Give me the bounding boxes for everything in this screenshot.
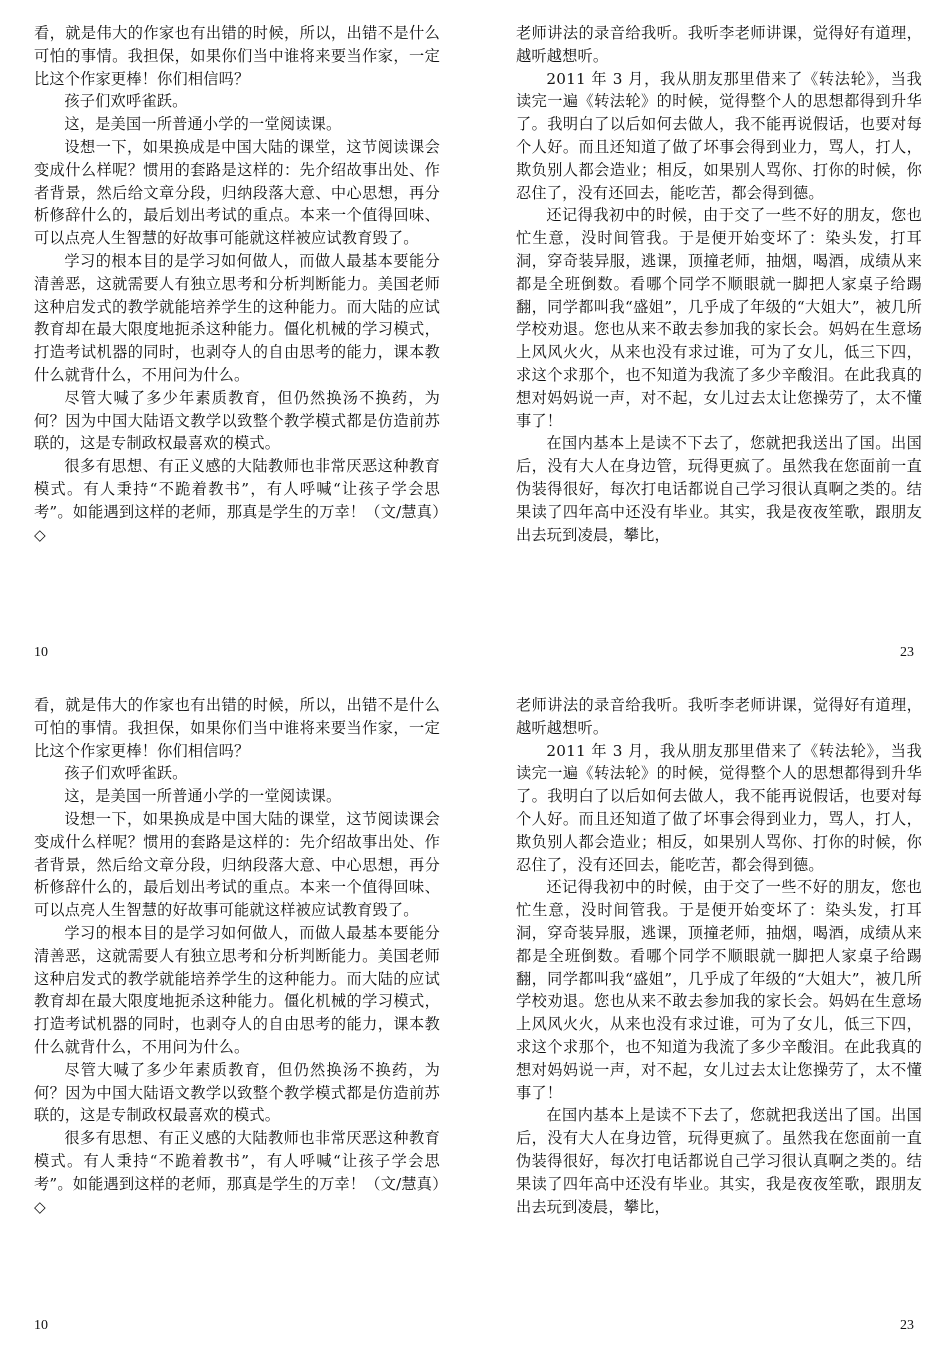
paragraph: 尽管大喊了多少年素质教育，但仍然换汤不换药，为何？因为中国大陆语文教学以致整个教学模式都是仿造前苏联的，这是专制政权最喜欢的模式。 [34,388,440,453]
paragraph: 很多有思想、有正义感的大陆教师也非常厌恶这种教育模式。有人秉持“不跪着教书”，有人呼喊“让孩子学会思考”。如能遇到这样的老师，那真是学生的万幸！（文/慧真）◇ [34,1129,440,1216]
right-page-text-top [516,22,922,546]
paragraph: 还记得我初中的时候，由于交了一些不好的朋友，您也忙生意，没时间管我。于是便开始变坏了：染头发，打耳洞，穿奇装异服，逃课，顶撞老师，抽烟，喝酒，成绩从来都是全班倒数。看哪个同学不顺眼就一脚把人家桌子给踢翻，同学都叫我“盛姐”，几乎成了年级的“大姐大”，被几所学校劝退。您也从来不敢去参加我的家长会。妈妈在生意场上风风火火，从来也没有求过谁，可为了女儿，低三下四，求这个求那个，也不知道为我流了多少辛酸泪。在此我真的想对妈妈说一声，对不起，女儿过去太让您操劳了，太不懂事了！ [516,206,922,430]
paragraph: 老师讲法的录音给我听。我听李老师讲课，觉得好有道理，越听越想听。 [516,696,922,737]
paragraph: 还记得我初中的时候，由于交了一些不好的朋友，您也忙生意，没时间管我。于是便开始变坏了：染头发，打耳洞，穿奇装异服，逃课，顶撞老师，抽烟，喝酒，成绩从来都是全班倒数。看哪个同学不顺眼就一脚把人家桌子给踢翻，同学都叫我“盛姐”，几乎成了年级的“大姐大”，被几所学校劝退。您也从来不敢去参加我的家长会。妈妈在生意场上风风火火，从来也没有求过谁，可为了女儿，低三下四，求这个求那个，也不知道为我流了多少辛酸泪。在此我真的想对妈妈说一声，对不起，女儿过去太让您操劳了，太不懂事了！ [516,878,922,1102]
paragraph: 孩子们欢呼雀跃。 [64,92,188,111]
paragraph: 这，是美国一所普通小学的一堂阅读课。 [64,787,342,806]
paragraph: 老师讲法的录音给我听。我听李老师讲课，觉得好有道理，越听越想听。 [516,24,922,65]
page-number-right: 23 [900,1318,914,1333]
paragraph: 看，就是伟大的作家也有出错的时候，所以，出错不是什么可怕的事情。我担保，如果你们当中谁将来要当作家，一定比这个作家更棒！你们相信吗？ [34,696,440,760]
page-number-right: 23 [900,645,914,660]
paragraph: 看，就是伟大的作家也有出错的时候，所以，出错不是什么可怕的事情。我担保，如果你们当中谁将来要当作家，一定比这个作家更棒！你们相信吗？ [34,24,440,88]
paragraph: 尽管大喊了多少年素质教育，但仍然换汤不换药，为何？因为中国大陆语文教学以致整个教学模式都是仿造前苏联的，这是专制政权最喜欢的模式。 [34,1060,440,1125]
paragraph: 设想一下，如果换成是中国大陆的课堂，这节阅读课会变成什么样呢？惯用的套路是这样的：先介绍故事出处、作者背景，然后给文章分段，归纳段落大意、中心思想，再分析修辞什么的，最后划出考试的重点。本来一个值得回味、可以点亮人生智慧的好故事可能就这样被应试教育毁了。 [34,137,440,248]
page-number-left: 10 [34,1318,48,1333]
paragraph: 2011 年 3 月，我从朋友那里借来了《转法轮》，当我读完一遍《转法轮》的时候，觉得整个人的思想都得到升华了。我明白了以后如何去做人，我不能再说假话，也要对每个人好。而且还知道了做了坏事会得到业力，骂人，打人，欺负别人都会造业；相反，如果别人骂你、打你的时候，你忍住了，没有还回去，能吃苦，都会得到德。 [516,69,922,202]
paragraph: 孩子们欢呼雀跃。 [64,764,188,783]
right-page-text-bottom [516,694,922,1218]
left-page-text-bottom [34,694,440,1218]
paragraph: 学习的根本目的是学习如何做人，而做人最基本要能分清善恶，这就需要人有独立思考和分析判断能力。美国老师这种启发式的教学就能培养学生的这种能力。而大陆的应试教育却在最大限度地扼杀这种能力。僵化机械的学习模式，打造考试机器的同时，也剥夺人的自由思考的能力，课本教什么就背什么，不用问为什么。 [34,923,440,1056]
paragraph: 这，是美国一所普通小学的一堂阅读课。 [64,115,342,134]
paragraph: 2011 年 3 月，我从朋友那里借来了《转法轮》，当我读完一遍《转法轮》的时候，觉得整个人的思想都得到升华了。我明白了以后如何去做人，我不能再说假话，也要对每个人好。而且还知道了做了坏事会得到业力，骂人，打人，欺负别人都会造业；相反，如果别人骂你、打你的时候，你忍住了，没有还回去，能吃苦，都会得到德。 [516,741,922,874]
paragraph: 很多有思想、有正义感的大陆教师也非常厌恶这种教育模式。有人秉持“不跪着教书”，有人呼喊“让孩子学会思考”。如能遇到这样的老师，那真是学生的万幸！（文/慧真）◇ [34,457,440,544]
paragraph: 在国内基本上是读不下去了，您就把我送出了国。出国后，没有大人在身边管，玩得更疯了。虽然我在您面前一直伪装得很好，每次打电话都说自己学习很认真啊之类的。结果读了四年高中还没有毕业。其实，我是夜夜笙歌，跟朋友出去玩到凌晨，攀比， [516,434,922,544]
page-number-left: 10 [34,645,48,660]
paragraph: 设想一下，如果换成是中国大陆的课堂，这节阅读课会变成什么样呢？惯用的套路是这样的：先介绍故事出处、作者背景，然后给文章分段，归纳段落大意、中心思想，再分析修辞什么的，最后划出考试的重点。本来一个值得回味、可以点亮人生智慧的好故事可能就这样被应试教育毁了。 [34,809,440,920]
left-page-text-top [34,22,440,546]
paragraph: 在国内基本上是读不下去了，您就把我送出了国。出国后，没有大人在身边管，玩得更疯了。虽然我在您面前一直伪装得很好，每次打电话都说自己学习很认真啊之类的。结果读了四年高中还没有毕业。其实，我是夜夜笙歌，跟朋友出去玩到凌晨，攀比， [516,1106,922,1216]
paragraph: 学习的根本目的是学习如何做人，而做人最基本要能分清善恶，这就需要人有独立思考和分析判断能力。美国老师这种启发式的教学就能培养学生的这种能力。而大陆的应试教育却在最大限度地扼杀这种能力。僵化机械的学习模式，打造考试机器的同时，也剥夺人的自由思考的能力，课本教什么就背什么，不用问为什么。 [34,251,440,384]
